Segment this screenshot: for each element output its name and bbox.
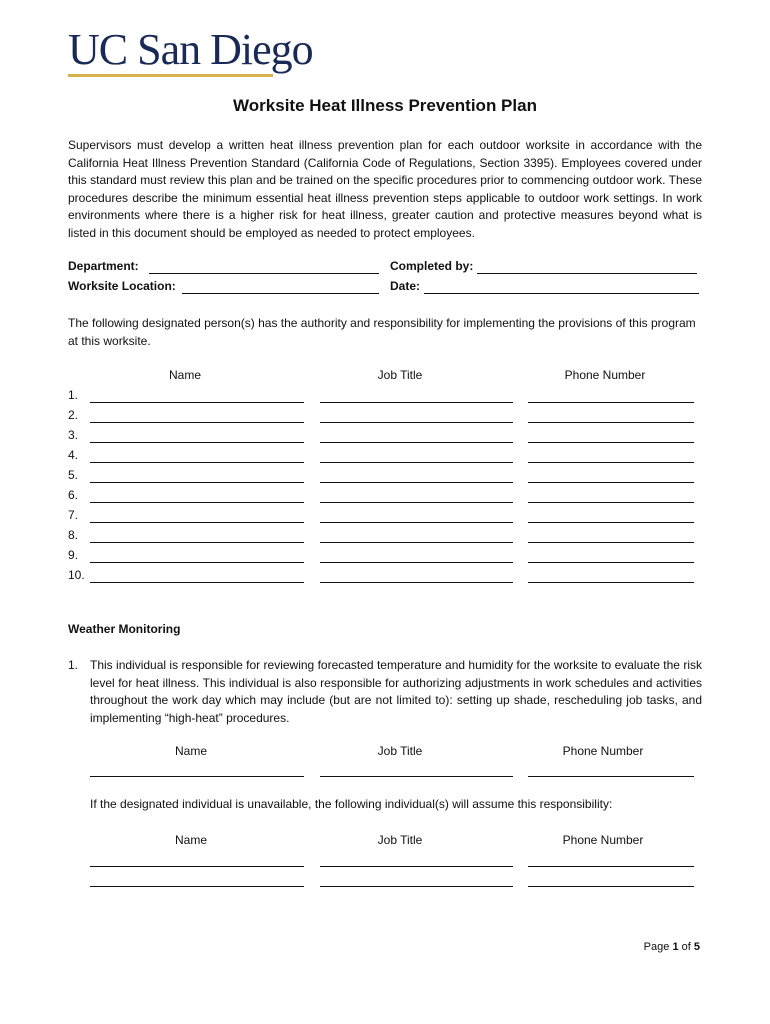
row-number: 8. [68, 528, 79, 542]
phone-field[interactable] [528, 522, 694, 523]
row-number: 3. [68, 428, 79, 442]
phone-field[interactable] [528, 582, 694, 583]
phone-field[interactable] [528, 462, 694, 463]
job-title-field[interactable] [320, 462, 513, 463]
phone-field[interactable] [528, 542, 694, 543]
column-header-name: Name [168, 368, 201, 382]
job-title-field[interactable] [320, 482, 513, 483]
weather-monitoring-heading: Weather Monitoring [68, 622, 181, 636]
row-number: 5. [68, 468, 79, 482]
alternate-header-name: Name [174, 833, 207, 847]
row-number: 4. [68, 448, 79, 462]
row-number: 9. [68, 548, 79, 562]
intro-paragraph: Supervisors must develop a written heat illness prevention plan for each outdoor worksite in accordance with the California Heat Illness Prevention Standard (California Code of Regulations, Section 3395). Employees covered under this standard must review this plan and be trained on the specific procedures prior to commencing outdoor work. These procedures describe the minimum essential heat illness prevention steps applicable to outdoor work settings. In work environments where there is a higher risk for heat illness, greater caution and protective measures beyond what is listed in this document should be employed as needed to protect employees. [68, 138, 702, 240]
weather-header-name: Name [174, 744, 207, 758]
row-number: 1. [68, 388, 79, 402]
date-field[interactable] [424, 293, 699, 294]
job-title-field[interactable] [320, 542, 513, 543]
job-title-field[interactable] [320, 522, 513, 523]
page-word: Page [643, 941, 670, 953]
weather-name-field[interactable] [90, 776, 304, 777]
name-field[interactable] [90, 562, 304, 563]
alternate-name-field-2[interactable] [90, 886, 304, 887]
alternate-intro: If the designated individual is unavailable, the following individual(s) will assume this responsibility: [90, 797, 613, 811]
of-word: of [681, 941, 691, 953]
weather-job-title-field[interactable] [320, 776, 513, 777]
alternate-job-title-field-1[interactable] [320, 866, 513, 867]
alternate-job-title-field-2[interactable] [320, 886, 513, 887]
weather-item-number: 1. [68, 658, 79, 672]
name-field[interactable] [90, 442, 304, 443]
job-title-field[interactable] [320, 562, 513, 563]
page-title: Worksite Heat Illness Prevention Plan [233, 96, 537, 115]
name-field[interactable] [90, 582, 304, 583]
worksite-location-label: Worksite Location: [68, 279, 176, 293]
name-field[interactable] [90, 522, 304, 523]
worksite-location-field[interactable] [182, 293, 379, 294]
weather-header-job-title: Job Title [377, 744, 423, 758]
date-label: Date: [390, 279, 421, 293]
department-label: Department: [68, 259, 139, 273]
job-title-field[interactable] [320, 502, 513, 503]
phone-field[interactable] [528, 502, 694, 503]
name-field[interactable] [90, 502, 304, 503]
phone-field[interactable] [528, 402, 694, 403]
page-footer [644, 941, 700, 953]
completed-by-field[interactable] [477, 273, 697, 274]
name-field[interactable] [90, 402, 304, 403]
weather-header-phone: Phone Number [562, 744, 644, 758]
ucsd-logo [68, 25, 313, 77]
phone-field[interactable] [528, 562, 694, 563]
job-title-field[interactable] [320, 442, 513, 443]
row-number: 2. [68, 408, 79, 422]
job-title-field[interactable] [320, 582, 513, 583]
department-field[interactable] [149, 273, 379, 274]
row-number: 7. [68, 508, 79, 522]
alternate-header-job-title: Job Title [377, 833, 423, 847]
name-field[interactable] [90, 422, 304, 423]
job-title-field[interactable] [320, 402, 513, 403]
logo-text: UC San Diego [68, 25, 313, 74]
alternate-name-field-1[interactable] [90, 866, 304, 867]
row-number: 10. [68, 568, 85, 582]
phone-field[interactable] [528, 482, 694, 483]
page-total: 5 [693, 941, 700, 953]
weather-item-text: This individual is responsible for reviewing forecasted temperature and humidity for the worksite to evaluate the risk level for heat illness. This individual is also responsible for authorizing adjustments in work schedules and activities throughout the work day which may include (but are not limited to): setting up shade, rescheduling job tasks, and implementing “high-heat” procedures. [90, 658, 702, 725]
page-number: 1 [672, 941, 679, 953]
name-field[interactable] [90, 542, 304, 543]
phone-field[interactable] [528, 422, 694, 423]
alternate-header-phone: Phone Number [562, 833, 644, 847]
designated-intro: The following designated person(s) has the authority and responsibility for implementing the provisions of this program at this worksite. [68, 316, 696, 348]
row-number: 6. [68, 488, 79, 502]
column-header-phone: Phone Number [564, 368, 646, 382]
job-title-field[interactable] [320, 422, 513, 423]
name-field[interactable] [90, 482, 304, 483]
alternate-phone-field-1[interactable] [528, 866, 694, 867]
alternate-phone-field-2[interactable] [528, 886, 694, 887]
phone-field[interactable] [528, 442, 694, 443]
completed-by-label: Completed by: [390, 259, 474, 273]
weather-phone-field[interactable] [528, 776, 694, 777]
name-field[interactable] [90, 462, 304, 463]
column-header-job-title: Job Title [377, 368, 423, 382]
logo-underline [68, 74, 273, 77]
